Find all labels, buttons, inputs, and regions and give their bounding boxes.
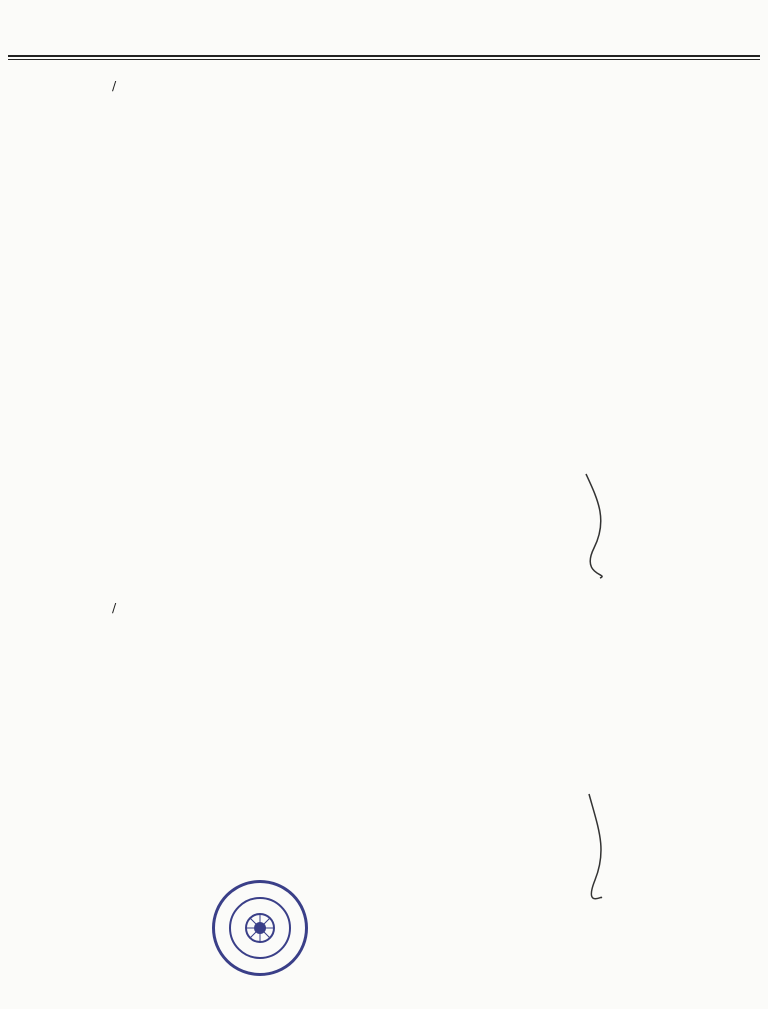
letter-reference-number: / xyxy=(112,78,117,93)
signature-1-scribble-icon xyxy=(580,470,620,580)
signature-2-scribble-icon xyxy=(585,790,615,900)
copy-reference-number: / xyxy=(112,600,117,615)
seal-emblem-icon xyxy=(229,897,291,959)
contact-line xyxy=(170,40,242,50)
district-magistrate-seal xyxy=(212,880,308,976)
header-rule-top xyxy=(8,55,760,57)
header-rule-bottom xyxy=(8,59,760,60)
